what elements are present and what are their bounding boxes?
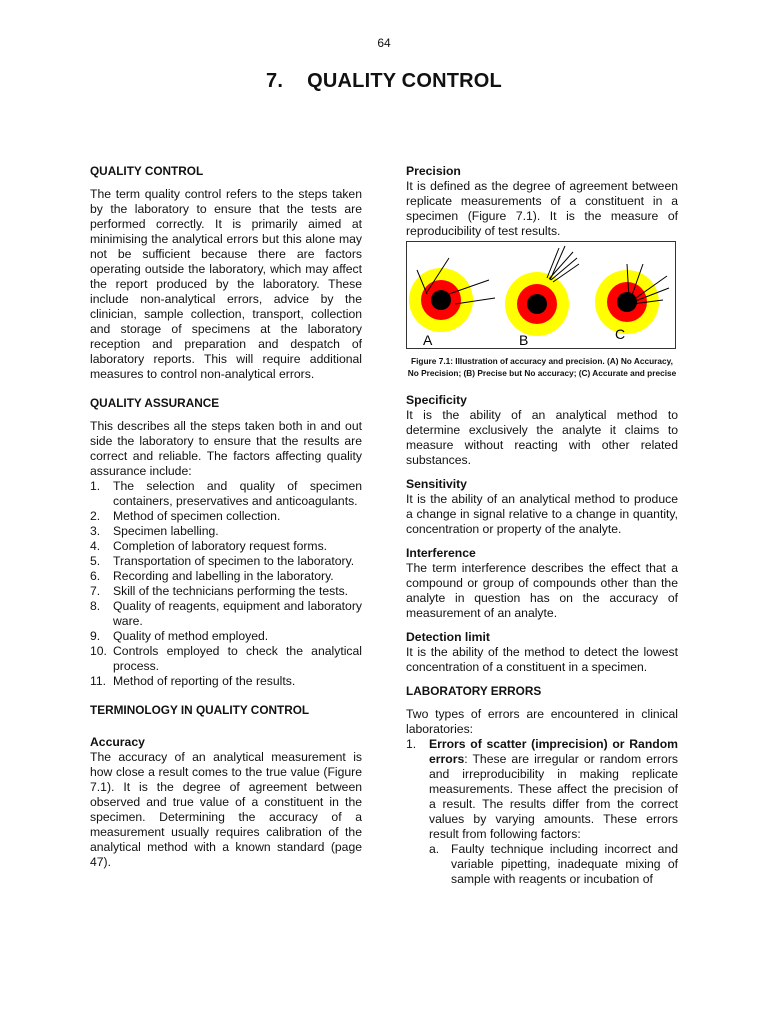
list-item xyxy=(90,644,362,674)
list-item xyxy=(90,599,362,629)
list-number: 2. xyxy=(90,509,101,523)
caption-line: Figure 7.1: Illustration of accuracy and precision. (A) No Accuracy, xyxy=(411,356,673,366)
terminology-heading: TERMINOLOGY IN QUALITY CONTROL xyxy=(90,703,310,717)
detection-limit-paragraph: It is the ability of the method to detect the lowest concentration of a constituent in a specimen. xyxy=(406,645,678,674)
list-item-text: Faulty technique including incorrect and variable pipetting, inadequate mixing of sample with reagents or incubation of xyxy=(451,842,678,886)
list-number: 6. xyxy=(90,569,101,583)
target-label: C xyxy=(615,326,626,342)
precision-paragraph: It is defined as the degree of agreement between replicate measurements of a constituent in a specimen (Figure 7.1). It is the measure of reproducibility of test results. xyxy=(406,179,678,238)
list-number: 1. xyxy=(90,479,101,493)
accuracy-heading: Accuracy xyxy=(90,735,145,749)
list-item xyxy=(90,479,362,509)
laboratory-errors-paragraph: Two types of errors are encountered in clinical laboratories: xyxy=(406,707,678,736)
laboratory-errors-heading: LABORATORY ERRORS xyxy=(406,684,542,698)
sensitivity-heading: Sensitivity xyxy=(406,477,467,491)
list-item xyxy=(90,569,362,584)
list-item xyxy=(90,629,362,644)
list-item xyxy=(90,539,362,554)
accuracy-precision-figure xyxy=(406,241,676,349)
list-item xyxy=(90,674,362,689)
chapter-number: 7. xyxy=(266,70,284,92)
target-label: A xyxy=(423,332,433,348)
chapter-title-text: QUALITY CONTROL xyxy=(307,70,502,92)
list-item-text: Completion of laboratory request forms. xyxy=(113,539,328,553)
sensitivity-paragraph: It is the ability of an analytical method to produce a change in signal relative to a change in quantity, concentration or property of the analyte. xyxy=(406,492,678,536)
list-item-text: Transportation of specimen to the laboratory. xyxy=(113,554,355,568)
list-number: 1. xyxy=(406,737,417,751)
list-item-text: Quality of reagents, equipment and laboratory ware. xyxy=(113,599,362,628)
precision-heading: Precision xyxy=(406,164,461,178)
list-item-text: Specimen labelling. xyxy=(113,524,219,538)
target-a xyxy=(409,258,495,332)
quality-control-heading: QUALITY CONTROL xyxy=(90,164,204,178)
list-item xyxy=(90,584,362,599)
accuracy-paragraph: The accuracy of an analytical measurement is how close a result comes to the true value (Figure 7.1). It is the degree of agreement between observed and true value of a constituent in the specimen. Determining the accuracy of a measurement usually requires calibration of the analytical method with a known standard (page 47). xyxy=(90,750,362,869)
list-number: 3. xyxy=(90,524,101,538)
list-number: 5. xyxy=(90,554,101,568)
list-item xyxy=(90,524,362,539)
figure-caption xyxy=(406,355,678,379)
list-item-text: Quality of method employed. xyxy=(113,629,269,643)
error-type-title: Errors of scatter (imprecision) or Random errors xyxy=(429,737,678,766)
target-label: B xyxy=(519,332,529,348)
error-factors-list xyxy=(429,842,678,887)
list-number: 4. xyxy=(90,539,101,553)
list-item xyxy=(406,737,678,887)
list-item-text: Skill of the technicians performing the tests. xyxy=(113,584,349,598)
list-item xyxy=(90,509,362,524)
errors-list xyxy=(406,737,678,887)
interference-heading: Interference xyxy=(406,546,476,560)
target-b xyxy=(505,246,579,336)
list-letter: a. xyxy=(429,842,440,856)
error-type-description: : These are irregular or random errors and irreproducibility in making replicate measurements. These affect the precision of a result. The results differ from the correct values by varying amounts. These errors result from following factors: xyxy=(429,752,678,841)
quality-assurance-paragraph: This describes all the steps taken both in and out side the laboratory to ensure that the results are correct and reliable. The factors affecting quality assurance include: xyxy=(90,419,362,478)
list-number: 7. xyxy=(90,584,101,598)
left-column xyxy=(90,164,362,870)
specificity-heading: Specificity xyxy=(406,393,467,407)
list-item-text: Method of specimen collection. xyxy=(113,509,281,523)
detection-limit-heading: Detection limit xyxy=(406,630,490,644)
list-number: 9. xyxy=(90,629,101,643)
list-number: 10. xyxy=(90,644,107,658)
list-item xyxy=(429,842,678,887)
quality-control-paragraph: The term quality control refers to the steps taken by the laboratory to ensure that the tests are performed correctly. It is primarily aimed at minimising the analytical errors but this alone may not be sufficient because there are factors operating outside the laboratory, which may affect the report produced by the laboratory. These include non-analytical errors, advice by the clinician, sample collection, transport, collection and storage of specimens at the laboratory reception and preparation and despatch of laboratory reports. This will require additional measures to control non-analytical errors. xyxy=(90,187,362,381)
list-item-text: Recording and labelling in the laboratory. xyxy=(113,569,334,583)
target-c xyxy=(595,264,669,334)
list-item-text: Controls employed to check the analytical process. xyxy=(113,644,362,673)
target-diagram xyxy=(407,242,675,348)
list-item-text: The selection and quality of specimen containers, preservatives and anticoagulants. xyxy=(113,479,362,508)
chapter-title xyxy=(0,70,768,93)
quality-assurance-heading: QUALITY ASSURANCE xyxy=(90,396,220,410)
list-number: 11. xyxy=(90,674,107,688)
list-item xyxy=(90,554,362,569)
interference-paragraph: The term interference describes the effect that a compound or group of compounds other than the analyte in question has on the accuracy of measurement of an analyte. xyxy=(406,561,678,620)
quality-assurance-list xyxy=(90,479,362,689)
page-number: 64 xyxy=(377,36,391,50)
caption-line: No Precision; (B) Precise but No accuracy; (C) Accurate and precise xyxy=(407,368,677,378)
specificity-paragraph: It is the ability of an analytical method to determine exclusively the analyte it claims to measure without reacting with other related substances. xyxy=(406,408,678,467)
right-column xyxy=(406,164,678,887)
list-number: 8. xyxy=(90,599,101,613)
list-item-text: Method of reporting of the results. xyxy=(113,674,296,688)
